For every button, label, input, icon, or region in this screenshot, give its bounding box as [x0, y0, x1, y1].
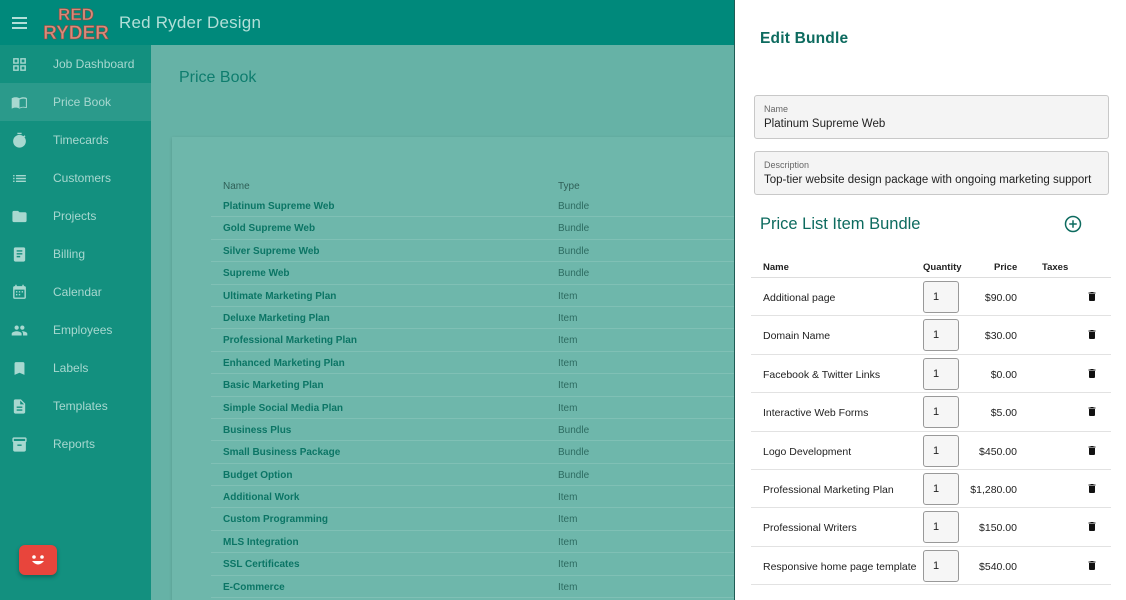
- add-item-button[interactable]: [1064, 215, 1082, 233]
- row-name[interactable]: E-Commerce: [223, 581, 285, 593]
- row-type: Bundle: [558, 447, 590, 459]
- row-name[interactable]: Gold Supreme Web: [223, 223, 316, 235]
- table-row[interactable]: [211, 195, 752, 217]
- edit-bundle-panel: [734, 0, 1126, 600]
- table-row[interactable]: [211, 486, 752, 508]
- bundle-item-row: [751, 508, 1111, 546]
- bundle-item-row: [751, 432, 1111, 470]
- name-field-value[interactable]: Platinum Supreme Web: [764, 118, 886, 130]
- row-type: Bundle: [558, 424, 590, 436]
- row-type: Item: [558, 335, 578, 347]
- table-row[interactable]: [211, 285, 752, 307]
- row-type: Item: [558, 402, 578, 414]
- archive-icon: [0, 436, 38, 453]
- row-name[interactable]: Enhanced Marketing Plan: [223, 357, 345, 369]
- panel-title: Edit Bundle: [760, 30, 849, 47]
- sidebar-item-label: Billing: [53, 247, 86, 261]
- item-name: Interactive Web Forms: [763, 407, 869, 420]
- row-name[interactable]: Silver Supreme Web: [223, 245, 320, 257]
- item-price: $450.00: [979, 445, 1017, 458]
- bundle-items-table: [751, 278, 1111, 585]
- add-circle-icon: [1064, 215, 1082, 233]
- delete-icon[interactable]: [1086, 404, 1098, 419]
- delete-icon[interactable]: [1086, 481, 1098, 496]
- bundle-item-row: [751, 470, 1111, 508]
- item-name: Facebook & Twitter Links: [763, 368, 881, 381]
- row-type: Item: [558, 290, 578, 302]
- page-title: Price Book: [179, 69, 257, 86]
- name-field-label: Name: [764, 104, 789, 114]
- description-field-label: Description: [764, 160, 810, 170]
- sidebar-item-timecards[interactable]: [0, 121, 151, 159]
- row-name[interactable]: Budget Option: [223, 469, 293, 481]
- table-row[interactable]: [211, 352, 752, 374]
- row-name[interactable]: Small Business Package: [223, 447, 341, 459]
- row-type: Bundle: [558, 201, 590, 212]
- delete-icon[interactable]: [1086, 327, 1098, 342]
- name-field[interactable]: [754, 95, 1109, 139]
- row-name[interactable]: MLS Integration: [223, 536, 299, 548]
- quantity-input[interactable]: 1: [923, 511, 959, 543]
- column-header-type[interactable]: Type: [558, 181, 580, 192]
- folder-icon: [0, 208, 38, 225]
- receipt-icon: [0, 246, 38, 263]
- document-icon: [0, 398, 38, 415]
- sidebar-item-employees[interactable]: [0, 311, 151, 349]
- row-type: Bundle: [558, 469, 590, 481]
- table-row[interactable]: [211, 464, 752, 486]
- delete-icon[interactable]: [1086, 289, 1098, 304]
- sidebar-item-templates[interactable]: [0, 387, 151, 425]
- people-icon: [0, 322, 38, 339]
- table-row[interactable]: [211, 262, 752, 284]
- row-type: Item: [558, 312, 578, 324]
- description-field-value[interactable]: Top-tier website design package with ongoing marketing support: [764, 174, 1092, 186]
- item-price: $540.00: [979, 560, 1017, 573]
- dashboard-icon: [0, 56, 38, 73]
- quantity-input[interactable]: 1: [923, 319, 959, 351]
- row-type: Item: [558, 357, 578, 369]
- sidebar-item-price-book[interactable]: [0, 83, 151, 121]
- svg-text:RYDER: RYDER: [43, 22, 109, 43]
- table-row[interactable]: [211, 307, 752, 329]
- description-field[interactable]: [754, 151, 1109, 195]
- item-price: $30.00: [984, 330, 1017, 343]
- delete-icon[interactable]: [1086, 366, 1098, 381]
- table-row[interactable]: [211, 240, 752, 262]
- item-price: $150.00: [979, 522, 1017, 535]
- chat-widget-button[interactable]: [19, 545, 57, 575]
- row-type: Item: [558, 380, 578, 392]
- item-name: Professional Marketing Plan: [763, 483, 894, 496]
- column-header-name[interactable]: Name: [223, 181, 250, 192]
- delete-icon[interactable]: [1086, 443, 1098, 458]
- sidebar-item-label: Labels: [53, 361, 89, 375]
- sidebar-item-labels[interactable]: [0, 349, 151, 387]
- item-price: $5.00: [990, 407, 1017, 420]
- sidebar-item-label: Customers: [53, 171, 112, 185]
- item-name: Professional Writers: [763, 522, 857, 535]
- main-content: [151, 45, 734, 600]
- item-price: $0.00: [990, 368, 1017, 381]
- app-title: Red Ryder Design: [119, 12, 262, 32]
- row-name[interactable]: Business Plus: [223, 424, 292, 436]
- sidebar-item-label: Reports: [53, 437, 96, 451]
- app-bar: [0, 0, 734, 45]
- table-row[interactable]: [211, 217, 752, 239]
- bundle-item-row: [751, 355, 1111, 393]
- row-name[interactable]: Deluxe Marketing Plan: [223, 312, 330, 324]
- row-type: Bundle: [558, 245, 590, 257]
- row-name[interactable]: Simple Social Media Plan: [223, 402, 344, 414]
- price-book-table: [211, 195, 752, 598]
- sidebar-item-label: Projects: [53, 209, 97, 223]
- delete-icon[interactable]: [1086, 519, 1098, 534]
- column-header-taxes: Taxes: [1042, 262, 1069, 273]
- sidebar-item-label: Employees: [53, 323, 113, 337]
- row-type: Item: [558, 536, 578, 548]
- column-header-price: Price: [994, 262, 1018, 273]
- item-name: Logo Development: [763, 445, 852, 458]
- sidebar-item-customers[interactable]: [0, 159, 151, 197]
- table-row[interactable]: [211, 576, 752, 598]
- table-row[interactable]: [211, 397, 752, 419]
- row-name[interactable]: Professional Marketing Plan: [223, 335, 357, 347]
- sidebar-item-label: Price Book: [53, 95, 112, 109]
- row-name[interactable]: Basic Marketing Plan: [223, 380, 324, 392]
- list-icon: [0, 170, 38, 187]
- delete-icon[interactable]: [1086, 558, 1098, 573]
- calendar-icon: [0, 284, 38, 301]
- price-book-card: [172, 137, 752, 600]
- sidebar-item-label: Calendar: [53, 285, 102, 299]
- item-name: Responsive home page template: [763, 560, 917, 573]
- quantity-input[interactable]: 1: [923, 550, 959, 582]
- row-type: Bundle: [558, 268, 590, 280]
- sidebar-item-label: Templates: [53, 399, 108, 413]
- column-header-quantity: Quantity: [923, 262, 962, 273]
- bundle-table-header: [751, 262, 1111, 278]
- item-price: $1,280.00: [970, 483, 1017, 496]
- menu-icon[interactable]: [0, 0, 38, 45]
- table-row[interactable]: [211, 374, 752, 396]
- item-name: Domain Name: [763, 330, 831, 343]
- table-row[interactable]: [211, 531, 752, 553]
- sidebar-item-projects[interactable]: [0, 197, 151, 235]
- quantity-input[interactable]: 1: [923, 435, 959, 467]
- bundle-item-row: [751, 393, 1111, 431]
- item-name: Additional page: [763, 292, 836, 304]
- table-row[interactable]: [211, 508, 752, 530]
- quantity-input[interactable]: 1: [923, 281, 959, 313]
- row-name[interactable]: SSL Certificates: [223, 559, 300, 571]
- row-type: Item: [558, 581, 578, 593]
- bundle-item-row: [751, 278, 1111, 316]
- sidebar: [0, 45, 151, 600]
- row-type: Bundle: [558, 223, 590, 235]
- sidebar-item-job-dashboard[interactable]: [0, 45, 151, 83]
- row-type: Item: [558, 492, 578, 504]
- row-name[interactable]: Ultimate Marketing Plan: [223, 290, 337, 302]
- app-logo[interactable]: [40, 3, 112, 43]
- table-row[interactable]: [211, 419, 752, 441]
- bookmark-icon: [0, 360, 38, 377]
- row-name[interactable]: Custom Programming: [223, 514, 329, 526]
- book-icon: [0, 94, 38, 111]
- bundle-item-row: [751, 316, 1111, 354]
- sidebar-item-label: Timecards: [53, 133, 109, 147]
- row-type: Item: [558, 514, 578, 526]
- sidebar-item-reports[interactable]: [0, 425, 151, 463]
- row-name[interactable]: Platinum Supreme Web: [223, 201, 335, 212]
- sidebar-item-calendar[interactable]: [0, 273, 151, 311]
- svg-text:RED: RED: [58, 4, 94, 24]
- row-name[interactable]: Supreme Web: [223, 268, 290, 280]
- column-header-name: Name: [763, 262, 789, 273]
- table-row[interactable]: [211, 329, 752, 351]
- quantity-input[interactable]: 1: [923, 396, 959, 428]
- stopwatch-icon: [0, 132, 38, 149]
- quantity-input[interactable]: 1: [923, 358, 959, 390]
- bundle-item-row: [751, 547, 1111, 585]
- table-row[interactable]: [211, 553, 752, 575]
- row-type: Item: [558, 559, 578, 571]
- table-row[interactable]: [211, 441, 752, 463]
- smiley-icon: [26, 550, 50, 570]
- item-price: $90.00: [984, 292, 1017, 304]
- sidebar-item-billing[interactable]: [0, 235, 151, 273]
- quantity-input[interactable]: 1: [923, 473, 959, 505]
- section-title: Price List Item Bundle: [760, 215, 921, 233]
- sidebar-item-label: Job Dashboard: [53, 57, 135, 71]
- row-name[interactable]: Additional Work: [223, 492, 300, 504]
